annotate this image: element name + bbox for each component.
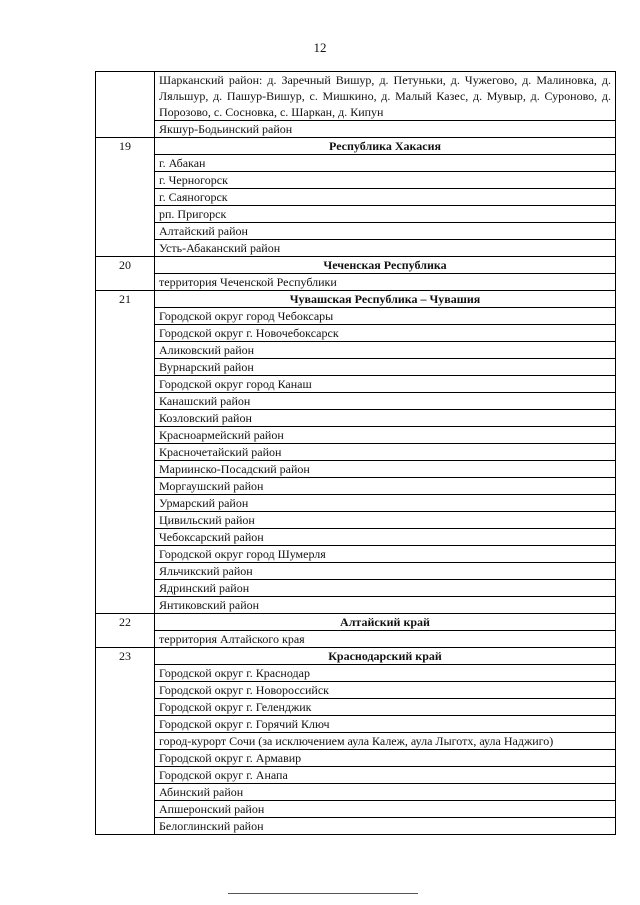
table-row bbox=[96, 325, 616, 342]
table-row bbox=[96, 546, 616, 563]
table-row bbox=[96, 410, 616, 427]
district-cell: Аликовский район bbox=[155, 342, 616, 359]
region-number-cell: 20 bbox=[96, 257, 155, 291]
district-cell: г. Саяногорск bbox=[155, 189, 616, 206]
table-row bbox=[96, 631, 616, 648]
table-row bbox=[96, 563, 616, 580]
district-cell: Белоглинский район bbox=[155, 818, 616, 835]
table-row bbox=[96, 72, 616, 121]
table-row bbox=[96, 189, 616, 206]
table-row bbox=[96, 767, 616, 784]
region-name-cell: Чувашская Республика – Чувашия bbox=[155, 291, 616, 308]
table-row bbox=[96, 699, 616, 716]
table-row bbox=[96, 376, 616, 393]
table-row bbox=[96, 495, 616, 512]
table-row bbox=[96, 138, 616, 155]
region-number-cell: 22 bbox=[96, 614, 155, 648]
district-cell: Вурнарский район bbox=[155, 359, 616, 376]
table-row bbox=[96, 206, 616, 223]
district-cell: территория Алтайского края bbox=[155, 631, 616, 648]
district-cell: г. Черногорск bbox=[155, 172, 616, 189]
table-row bbox=[96, 512, 616, 529]
district-cell: Городской округ г. Новочебоксарск bbox=[155, 325, 616, 342]
table-row bbox=[96, 529, 616, 546]
district-cell: Мариинско-Посадский район bbox=[155, 461, 616, 478]
table-row bbox=[96, 223, 616, 240]
district-cell: Городской округ город Канаш bbox=[155, 376, 616, 393]
table-row bbox=[96, 716, 616, 733]
district-cell: Урмарский район bbox=[155, 495, 616, 512]
district-cell: Городской округ город Шумерля bbox=[155, 546, 616, 563]
table-row bbox=[96, 461, 616, 478]
district-cell: г. Абакан bbox=[155, 155, 616, 172]
territory-table-body bbox=[96, 72, 616, 835]
district-cell: город-курорт Сочи (за исключением аула Калеж, аула Лыготх, аула Наджиго) bbox=[155, 733, 616, 750]
table-row bbox=[96, 597, 616, 614]
district-cell: Якшур-Бодьинский район bbox=[155, 121, 616, 138]
table-row bbox=[96, 614, 616, 631]
region-name-cell: Чеченская Республика bbox=[155, 257, 616, 274]
region-name-cell: Краснодарский край bbox=[155, 648, 616, 665]
district-cell: Моргаушский район bbox=[155, 478, 616, 495]
region-name-cell: Республика Хакасия bbox=[155, 138, 616, 155]
table-row bbox=[96, 427, 616, 444]
table-row bbox=[96, 342, 616, 359]
table-row bbox=[96, 818, 616, 835]
district-cell: Янтиковский район bbox=[155, 597, 616, 614]
district-cell: Городской округ г. Краснодар bbox=[155, 665, 616, 682]
district-cell: Козловский район bbox=[155, 410, 616, 427]
table-row bbox=[96, 801, 616, 818]
district-cell: Усть-Абаканский район bbox=[155, 240, 616, 257]
table-row bbox=[96, 291, 616, 308]
district-cell: Городской округ г. Анапа bbox=[155, 767, 616, 784]
table-row bbox=[96, 682, 616, 699]
district-cell: Алтайский район bbox=[155, 223, 616, 240]
district-cell: Цивильский район bbox=[155, 512, 616, 529]
table-row bbox=[96, 393, 616, 410]
region-number-cell: 23 bbox=[96, 648, 155, 835]
table-row bbox=[96, 444, 616, 461]
district-cell: Абинский район bbox=[155, 784, 616, 801]
district-cell: Городской округ г. Горячий Ключ bbox=[155, 716, 616, 733]
district-cell: Красноармейский район bbox=[155, 427, 616, 444]
table-row bbox=[96, 580, 616, 597]
district-cell: Городской округ г. Геленджик bbox=[155, 699, 616, 716]
bottom-rule bbox=[228, 893, 418, 894]
table-row bbox=[96, 359, 616, 376]
district-cell: Яльчикский район bbox=[155, 563, 616, 580]
table-row bbox=[96, 733, 616, 750]
region-number-cell: 21 bbox=[96, 291, 155, 614]
district-cell: Городской округ г. Армавир bbox=[155, 750, 616, 767]
table-row bbox=[96, 274, 616, 291]
page-number: 12 bbox=[313, 40, 327, 55]
region-name-cell: Алтайский край bbox=[155, 614, 616, 631]
table-row bbox=[96, 240, 616, 257]
table-row bbox=[96, 155, 616, 172]
district-paragraph-cell: Шарканский район: д. Заречный Вишур, д. Петуньки, д. Чужегово, д. Малиновка, д. Ляльшур, д. Пашур-Вишур, с. Мишкино, д. Малый Казес, д. Мувыр, д. Суроново, д. Порозово, с. Сосновка, с. Шаркан, д. Кипун bbox=[155, 72, 616, 121]
district-cell: Апшеронский район bbox=[155, 801, 616, 818]
row-number-cell bbox=[96, 72, 155, 138]
district-cell: территория Чеченской Республики bbox=[155, 274, 616, 291]
table-row bbox=[96, 172, 616, 189]
district-cell: Ядринский район bbox=[155, 580, 616, 597]
region-number-cell: 19 bbox=[96, 138, 155, 257]
table-row bbox=[96, 784, 616, 801]
table-row bbox=[96, 121, 616, 138]
district-cell: Канашский район bbox=[155, 393, 616, 410]
district-cell: Красночетайский район bbox=[155, 444, 616, 461]
table-row bbox=[96, 750, 616, 767]
territory-table bbox=[95, 71, 616, 835]
district-cell: Городской округ г. Новороссийск bbox=[155, 682, 616, 699]
table-row bbox=[96, 478, 616, 495]
district-cell: Чебоксарский район bbox=[155, 529, 616, 546]
table-row bbox=[96, 257, 616, 274]
district-cell: Городской округ город Чебоксары bbox=[155, 308, 616, 325]
table-row bbox=[96, 308, 616, 325]
table-row bbox=[96, 665, 616, 682]
table-row bbox=[96, 648, 616, 665]
district-cell: рп. Пригорск bbox=[155, 206, 616, 223]
